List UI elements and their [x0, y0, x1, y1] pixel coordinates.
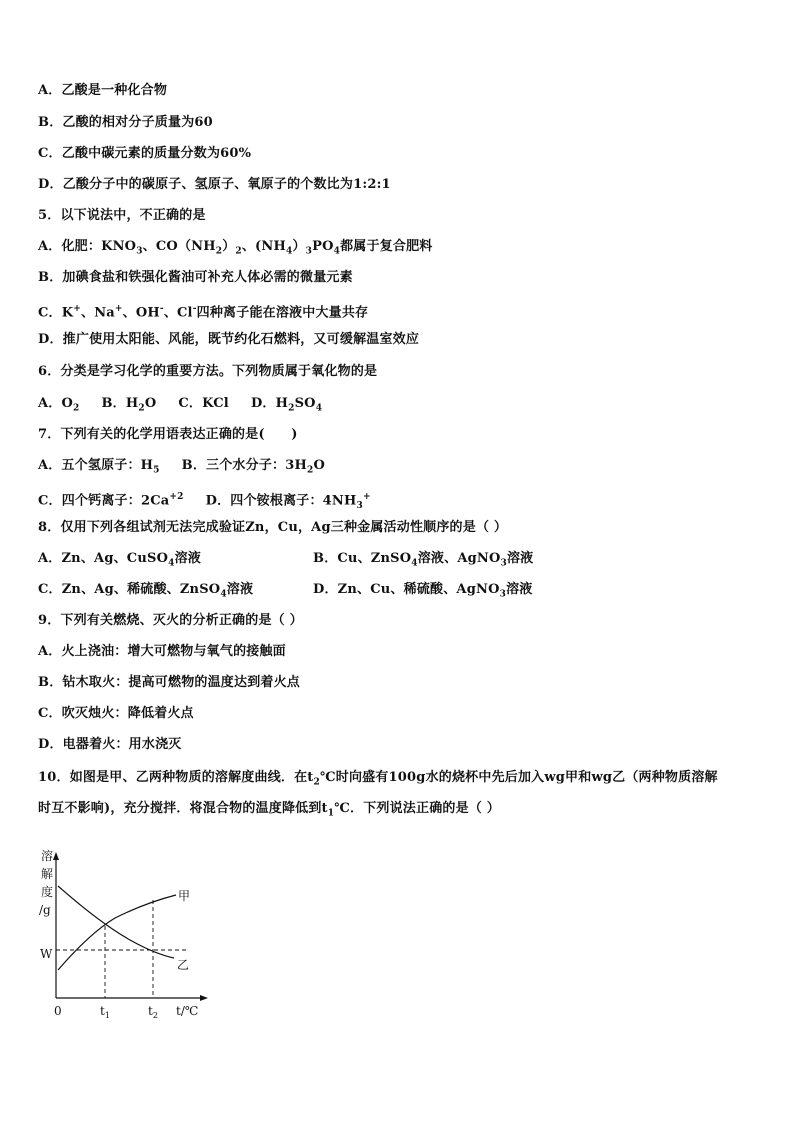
y-axis-arrow [53, 852, 59, 860]
q5-option-c: C．K+、Na+、OH-、Cl-四种离子能在溶液中大量共存 [38, 304, 369, 321]
w-label: W [40, 947, 53, 961]
t1-label: $t_1$ [100, 1004, 110, 1020]
q4-option-d: D．乙酸分子中的碳原子、氢原子、氧原子的个数比为1:2:1 [38, 177, 391, 192]
ylabel-char-4: /g [39, 903, 51, 917]
origin-label: 0 [54, 1004, 62, 1018]
q9-option-b: B．钻木取火：提高可燃物的温度达到着火点 [38, 675, 300, 690]
q8-option-a: A．Zn、Ag、CuSO$_4$溶液 [38, 551, 201, 569]
q9-stem: 9．下列有关燃烧、灭火的分析正确的是（ ） [38, 613, 303, 628]
solubility-curve-svg [30, 838, 220, 1023]
curve-jia-label: 甲 [178, 889, 191, 903]
q5-option-d: D．推广使用太阳能、风能，既节约化石燃料，又可缓解温室效应 [38, 332, 420, 347]
q8-option-c: C．Zn、Ag、稀硫酸、ZnSO$_4$溶液 [38, 582, 254, 600]
q4-option-c: C．乙酸中碳元素的质量分数为60% [38, 146, 252, 161]
q4-option-a: A．乙酸是一种化合物 [38, 83, 168, 98]
curve-yi [58, 886, 174, 958]
q7-options-cd: C．四个钙离子：$2Ca^{+2}$ D．四个铵根离子：$4NH_3^+$ [38, 492, 371, 511]
q8-option-d: D．Zn、Cu、稀硫酸、AgNO$_3$溶液 [313, 582, 533, 600]
x-unit-label: t/℃ [176, 1004, 199, 1018]
q8-stem: 8．仅用下列各组试剂无法完成验证Zn，Cu，Ag三种金属活动性顺序的是（ ） [38, 520, 508, 535]
q10-stem-line1: 10．如图是甲、乙两种物质的溶解度曲线．在$t_2℃$时向盛有100g水的烧杯中先后加入wg甲和wg乙（两种物质溶解 [38, 770, 718, 788]
curve-yi-label: 乙 [177, 958, 190, 972]
solubility-figure [30, 838, 220, 1027]
q9-option-a: A．火上浇油：增大可燃物与氧气的接触面 [38, 644, 286, 659]
q5-stem: 5．以下说法中，不正确的是 [38, 208, 206, 223]
q6-stem: 6．分类是学习化学的重要方法。下列物质属于氧化物的是 [38, 364, 378, 379]
q4-option-b: B．乙酸的相对分子质量为60 [38, 115, 213, 130]
q7-stem: 7．下列有关的化学用语表达正确的是( ) [38, 427, 298, 442]
q10-stem-line2: 时互不影响)，充分搅拌．将混合物的温度降低到$t_1℃$．下列说法正确的是（ ） [38, 801, 500, 819]
x-axis-arrow [200, 995, 208, 1001]
q6-options: A．$O_2$ B．$H_2O$ C．KCl D．$H_2SO_4$ [38, 396, 323, 414]
q5-option-b: B．加碘食盐和铁强化酱油可补充人体必需的微量元素 [38, 270, 353, 285]
q9-option-d: D．电器着火：用水浇灭 [38, 737, 182, 752]
ylabel-char-1: 溶 [41, 849, 54, 863]
ylabel-char-3: 度 [41, 885, 54, 899]
q7-options-ab: A．五个氢原子：$H_5$ B．三个水分子：$3H_2O$ [38, 458, 325, 476]
t2-label: $t_2$ [148, 1004, 158, 1020]
q5-option-a: A．化肥：$KNO_3$、$CO(NH_2)_2$、$(NH_4)_3PO_4$都属于复合肥料 [38, 239, 433, 257]
q9-option-c: C．吹灭烛火：降低着火点 [38, 706, 194, 721]
q8-option-b: B．Cu、ZnSO$_4$溶液、AgNO$_3$溶液 [313, 551, 534, 569]
ylabel-char-2: 解 [41, 867, 54, 881]
